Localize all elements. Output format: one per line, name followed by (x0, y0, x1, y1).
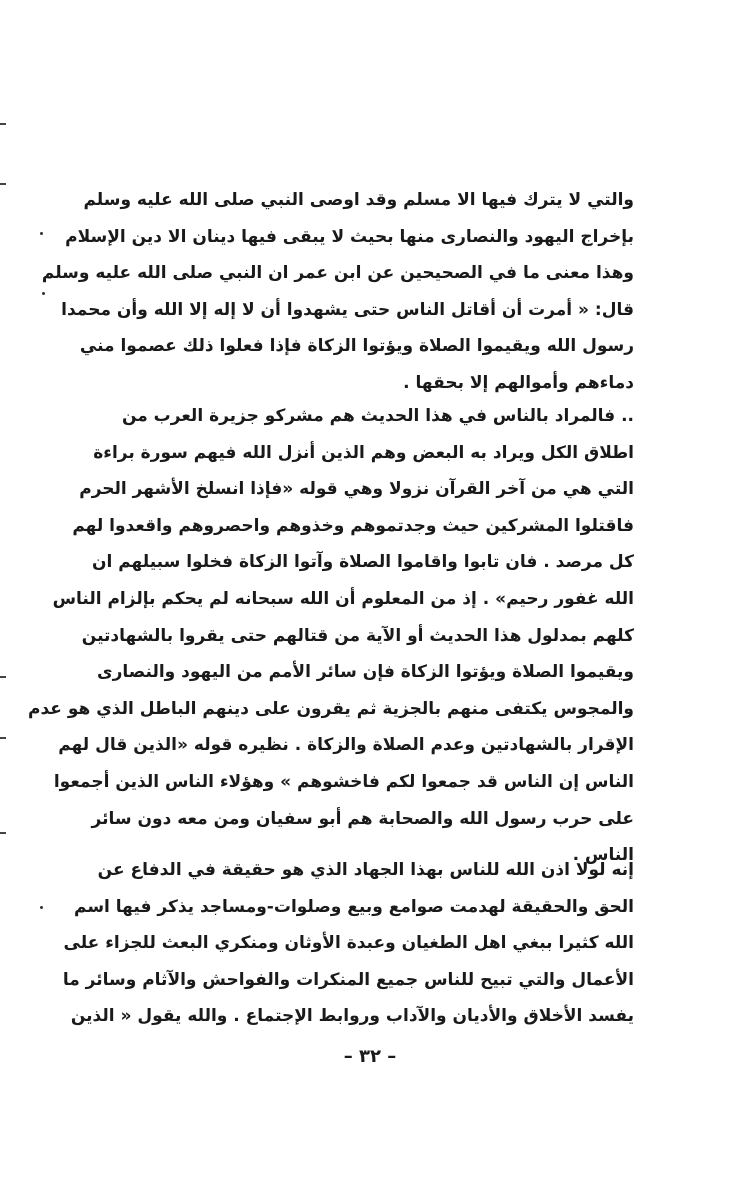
text-line: يفسد الأخلاق والأديان والآداب وروابط الإجتماع . والله يقول « الذين (70, 1006, 634, 1027)
text-line: إنه لولا اذن الله للناس بهذا الجهاد الذي هو حقيقة في الدفاع عن (97, 860, 634, 880)
text-line: رسول الله ويقيموا الصلاة ويؤتوا الزكاة فإذا فعلوا ذلك عصموا مني (79, 336, 634, 357)
margin-dot (40, 906, 43, 909)
text-line: كل مرصد . فان تابوا واقاموا الصلاة وآتوا الزكاة فخلوا سبيلهم ان (91, 552, 634, 573)
margin-dot (42, 292, 45, 295)
paragraph-2 (28, 398, 634, 874)
text-line: الأعمال والتي تبيح للناس جميع المنكرات والفواحش والآثام وسائر ما (62, 969, 634, 990)
text-line: ويقيموا الصلاة ويؤتوا الزكاة فإن سائر الأمم من اليهود والنصارى (97, 662, 634, 683)
text-line: اطلاق الكل ويراد به البعض وهم الذين أنزل الله فيهم سورة براءة (93, 442, 634, 463)
text-line: دماءهم وأموالهم إلا بحقها . (403, 372, 634, 393)
text-line: والمجوس يكتفى منهم بالجزية ثم يقرون على دينهم الباطل الذي هو عدم (28, 698, 634, 719)
text-line: كلهم بمدلول هذا الحديث أو الآية من قتالهم حتى يقروا بالشهادتين (81, 625, 634, 646)
margin-mark (0, 676, 6, 678)
text-line: الناس . (572, 845, 634, 866)
margin-mark (0, 737, 6, 739)
text-line: الإقرار بالشهادتين وعدم الصلاة والزكاة . نظيره قوله «الذين قال لهم (58, 735, 634, 756)
margin-mark (0, 832, 6, 834)
text-line: الناس إن الناس قد جمعوا لكم فاخشوهم » وهؤلاء الناس الذين أجمعوا (53, 771, 634, 792)
text-line: على حرب رسول الله والصحابة هم أبو سفيان ومن معه دون سائر (91, 808, 634, 829)
text-line: الله كثيرا ببغي اهل الطغيان وعبدة الأوثان ومنكري البعث للجزاء على (63, 933, 634, 954)
margin-mark (0, 123, 6, 125)
text-line: وهذا معنى ما في الصحيحين عن ابن عمر ان النبي صلى الله عليه وسلم (41, 263, 634, 284)
margin-dot (40, 232, 43, 235)
text-line: بإخراج اليهود والنصارى منها بحيث لا يبقى فيها دينان الا دين الإسلام (65, 226, 634, 247)
paragraph-3 (62, 852, 634, 1035)
text-line: قال: « أمرت أن أقاتل الناس حتى يشهدوا أن لا إله إلا الله وأن محمدا (61, 299, 634, 320)
page-number: – ٣٢ – (343, 1046, 397, 1067)
paragraph-1 (41, 182, 634, 402)
text-line: .. فالمراد بالناس في هذا الحديث هم مشركو جزيرة العرب من (121, 406, 634, 426)
text-line: والتي لا يترك فيها الا مسلم وقد اوصى النبي صلى الله عليه وسلم (83, 190, 634, 210)
text-line: الحق والحقيقة لهدمت صوامع وبيع وصلوات-ومساجد يذكر فيها اسم (73, 896, 634, 917)
text-line: التي هي من آخر القرآن نزولا وهي قوله «فإذا انسلخ الأشهر الحرم (79, 479, 634, 500)
text-line: فاقتلوا المشركين حيث وجدتموهم وخذوهم واحصروهم واقعدوا لهم (72, 515, 634, 536)
margin-mark (0, 183, 6, 185)
text-line: الله غفور رحيم» . إذ من المعلوم أن الله سبحانه لم يحكم بإلزام الناس (52, 588, 634, 609)
